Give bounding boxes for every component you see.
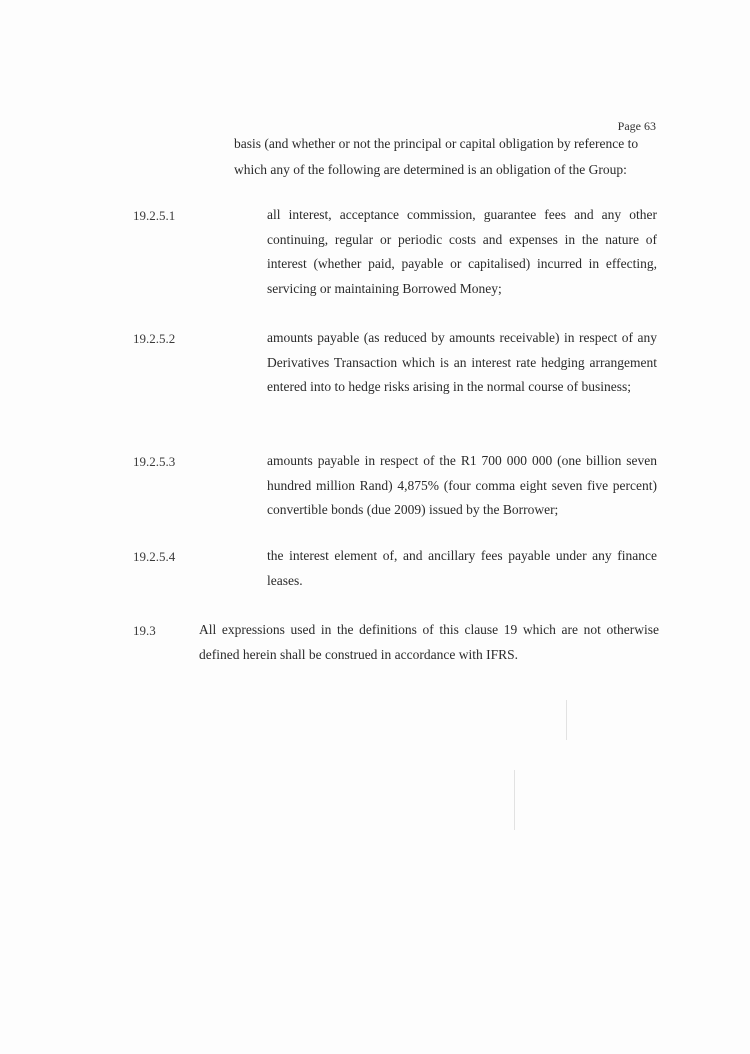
- scan-artifact: [514, 770, 515, 830]
- clause-text: the interest element of, and ancillary fees payable under any finance leases.: [267, 548, 657, 588]
- clause-text: amounts payable in respect of the R1 700 000 000 (one billion seven hundred million Rand) 4,875% (four comma eight seven five percent) convertible bonds (due 2009) issued by the Borrower;: [267, 453, 657, 517]
- intro-paragraph: basis (and whether or not the principal or capital obligation by reference to which any of the following are determined is an obligation of the Group:: [234, 136, 639, 177]
- page-number: Page 63: [617, 119, 656, 133]
- clause-text: all interest, acceptance commission, guarantee fees and any other continuing, regular or periodic costs and expenses in the nature of interest (whether paid, payable or capitalised) incurred in effecting, servicing or maintaining Borrowed Money;: [267, 207, 657, 296]
- clause-number: 19.2.5.3: [133, 454, 176, 469]
- clause-number: 19.2.5.4: [133, 549, 176, 564]
- clause-text: All expressions used in the definitions of this clause 19 which are not otherwise defined herein shall be construed in accordance with IFRS.: [199, 622, 659, 662]
- clause-text: amounts payable (as reduced by amounts receivable) in respect of any Derivatives Transaction which is an interest rate hedging arrangement entered into to hedge risks arising in the normal course of business;: [267, 330, 657, 394]
- clause-number: 19.2.5.1: [133, 208, 176, 223]
- clause-number: 19.2.5.2: [133, 331, 176, 346]
- clause-number: 19.3: [133, 623, 156, 638]
- scan-artifact: [566, 700, 567, 740]
